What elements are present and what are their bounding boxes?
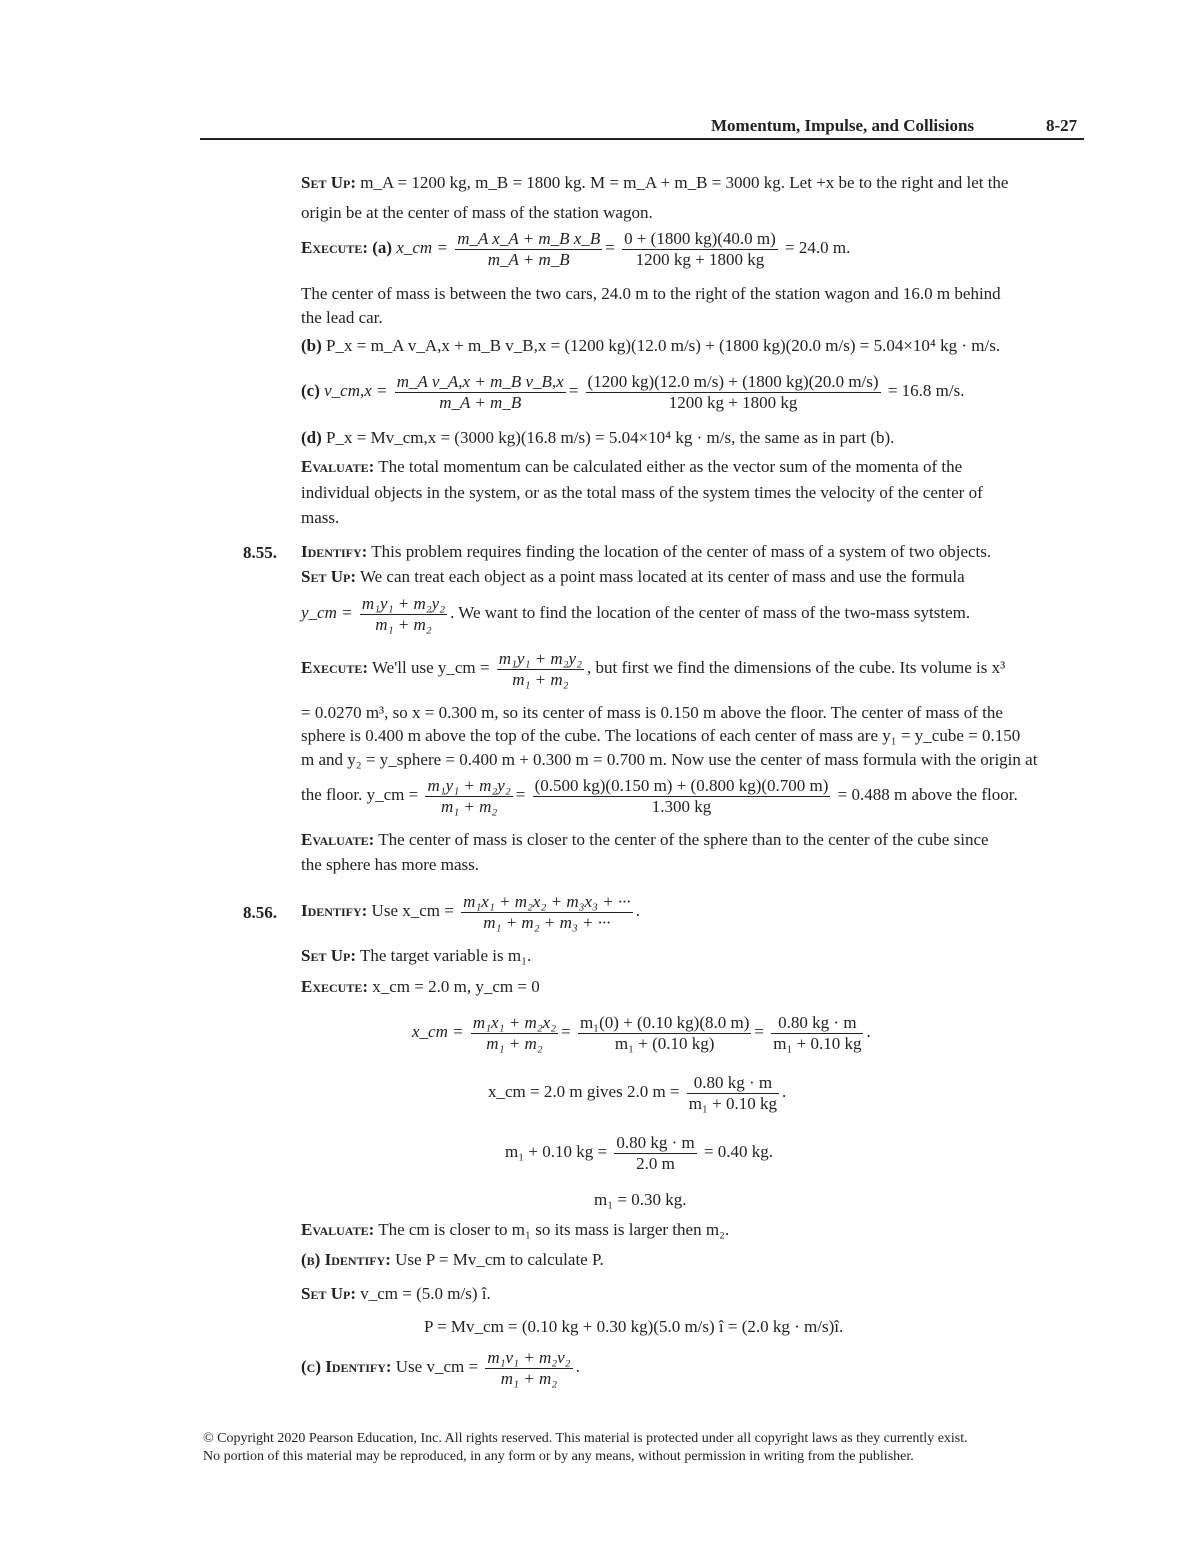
p55-execute: Execute: We'll use y_cm = $\frac{\text{m₁y₁ + m₂y₂}}{\text{m₁ + m₂}}$ , but first we find the dimensions of the cube. Its volume is x³ xyxy=(301,649,1006,689)
part-label: (c) xyxy=(301,380,320,400)
setup-text: m_A = 1200 kg, m_B = 1800 kg. M = m_A + m_B = 3000 kg. Let +x be to the right and let the xyxy=(360,173,1009,192)
p54-setup xyxy=(301,174,1008,193)
p54-setup-line2: origin be at the center of mass of the station wagon. xyxy=(301,203,653,222)
p55-final: the floor. y_cm = $\frac{\text{m₁y₁ + m₂y₂}}{\text{m₁ + m₂}}$ = $\frac{(0.500 kg)(0.150 m) + (0.800 kg)(0.700 m)}{1.300 kg}$ = 0.488 m above the floor. xyxy=(301,776,1018,816)
p56-b-setup: Set Up: v_cm = (5.0 m/s) î. xyxy=(301,1284,491,1303)
problem-number: 8.56. xyxy=(243,903,277,922)
p56-execute: Execute: x_cm = 2.0 m, y_cm = 0 xyxy=(301,977,540,996)
p55-formula: y_cm = $\frac{\text{m₁y₁ + m₂y₂}}{\text{m₁ + m₂}}$ . We want to find the location of the center of mass of the two-mass sytstem. xyxy=(301,594,971,634)
fraction: $\frac{\text{m\_A x\_A + m\_B x\_B}}{m\_A + m\_B}$ xyxy=(457,229,601,269)
evaluate-label: Evaluate: xyxy=(301,1220,375,1239)
fraction: $\frac{(0.500 kg)(0.150 m) + (0.800 kg)(0.700 m)}{1.300 kg}$ xyxy=(534,776,829,816)
p54-a-text2: the lead car. xyxy=(301,308,383,327)
evaluate-label: Evaluate: xyxy=(301,830,375,849)
problem-number: 8.55. xyxy=(243,543,277,562)
p54-c: (c) v_cm,x = $\frac{\text{m\_A v\_A,x + m\_B v\_B,x}}{m\_A + m\_B}$ = $\frac{(1200 kg)(12.0 m/s) + (1800 kg)(20.0 m/s)}{1200 kg + 1800 kg}$ = 16.8 m/s. xyxy=(301,372,965,412)
fraction: $\frac{\text{m₁v₁ + m₂v₂}}{\text{m₁ + m₂}}$ xyxy=(487,1348,571,1388)
setup-label: Set Up: xyxy=(301,567,356,586)
fraction: $\frac{(1200 kg)(12.0 m/s) + (1800 kg)(20.0 m/s)}{1200 kg + 1800 kg}$ xyxy=(587,372,879,412)
setup-label: Set Up: xyxy=(301,1284,356,1303)
copyright-line2: No portion of this material may be reproduced, in any form or by any means, without permission in writing from the publisher. xyxy=(203,1449,914,1464)
fraction: $\frac{\text{m₁y₁ + m₂y₂}}{\text{m₁ + m₂}}$ xyxy=(427,776,511,816)
equation-lhs: v_cm,x = xyxy=(324,380,388,400)
identify-label: (c) Identify: xyxy=(301,1356,392,1376)
setup-label: Set Up: xyxy=(301,946,356,965)
p55-execute-line2: = 0.0270 m³, so x = 0.300 m, so its center of mass is 0.150 m above the floor. The center of mass of the xyxy=(301,703,1003,722)
p54-execute-a: Execute: (a) x_cm = $\frac{\text{m\_A x\_A + m\_B x\_B}}{m\_A + m\_B}$ = $\frac{0 + (1800 kg)(40.0 m)}{1200 kg + 1800 kg}$ = 24.0 m. xyxy=(301,229,851,269)
p54-d xyxy=(301,429,894,448)
p56-b-eq: P = Mv_cm = (0.10 kg + 0.30 kg)(5.0 m/s) î = (2.0 kg · m/s)î. xyxy=(424,1317,844,1336)
page-number: 8-27 xyxy=(1046,116,1078,135)
running-header-title: Momentum, Impulse, and Collisions xyxy=(711,116,975,135)
part-label: (b) xyxy=(301,336,322,355)
fraction: $\frac{\text{m₁x₁ + m₂x₂}}{\text{m₁ + m₂}}$ xyxy=(472,1013,557,1053)
fraction: $\frac{\text{m₁y₁ + m₂y₂}}{\text{m₁ + m₂}}$ xyxy=(498,649,582,689)
p54-b xyxy=(301,337,1000,356)
p54-evaluate-line3: mass. xyxy=(301,508,340,527)
execute-label: Execute: xyxy=(301,237,369,257)
p56-eq2: x_cm = 2.0 m gives 2.0 m = $\frac{0.80 kg \cdot m}{\text{m₁ + 0.10 kg}}$ . xyxy=(488,1073,787,1113)
p55-execute-line4: m and y₂ = y_sphere = 0.400 m + 0.300 m = 0.700 m. Now use the center of mass formula with the origin at xyxy=(301,750,1038,769)
identify-label: (b) Identify: xyxy=(301,1250,391,1269)
p55-identify: Identify: This problem requires finding the location of the center of mass of a system of two objects. xyxy=(301,542,992,561)
equation: P_x = Mv_cm,x = (3000 kg)(16.8 m/s) = 5.04×10⁴ kg · m/s, the same as in part (b). xyxy=(326,428,895,447)
fraction: $\frac{0.80 kg \cdot m}{\text{m₁ + 0.10 kg}}$ xyxy=(688,1073,778,1113)
fraction: $\frac{0.80 kg \cdot m}{\text{m₁ + 0.10 kg}}$ xyxy=(773,1013,862,1053)
part-label: (d) xyxy=(301,428,322,447)
p56-eq3: m₁ + 0.10 kg = $\frac{0.80 kg \cdot m}{2.0 m}$ = 0.40 kg. xyxy=(505,1133,774,1173)
identify-label: Identify: xyxy=(301,900,368,920)
fraction: $\frac{0 + (1800 kg)(40.0 m)}{1200 kg + 1800 kg}$ xyxy=(624,229,776,269)
p55-setup: Set Up: We can treat each object as a point mass located at its center of mass and use the formula xyxy=(301,567,965,586)
fraction: $\frac{\text{m\_A v\_A,x + m\_B v\_B,x}}{m\_A + m\_B}$ xyxy=(396,372,564,412)
fraction: $\frac{\text{m₁(0) + (0.10 kg)(8.0 m)}}{\text{m₁ + (0.10 kg)}}$ xyxy=(579,1013,750,1053)
equation-lhs: x_cm = xyxy=(396,237,448,257)
setup-label: Set Up: xyxy=(301,173,356,192)
fraction: $\frac{\text{m₁x₁ + m₂x₂ + m₃x₃ + ···}}{\text{m₁ + m₂ + m₃ + ···}}$ xyxy=(463,892,631,932)
p56-b-identify: (b) Identify: Use P = Mv_cm to calculate P. xyxy=(301,1250,604,1269)
header-rule xyxy=(200,138,1084,140)
p55-evaluate-line2: the sphere has more mass. xyxy=(301,855,479,874)
fraction: $\frac{0.80 kg \cdot m}{2.0 m}$ xyxy=(616,1133,695,1173)
p55-execute-line3: sphere is 0.400 m above the top of the cube. The locations of each center of mass are y₁ = y_cube = 0.150 xyxy=(301,726,1021,745)
p56-eq1: x_cm = $\frac{\text{m₁x₁ + m₂x₂}}{\text{m₁ + m₂}}$ = $\frac{\text{m₁(0) + (0.10 kg)(8.0 m)}}{\text{m₁ + (0.10 kg)}}$ = $\frac{0.80 kg \cdot m}{\text{m₁ + 0.10 kg}}$ . xyxy=(412,1013,871,1053)
copyright-line1: © Copyright 2020 Pearson Education, Inc. All rights reserved. This material is protected under all copyright laws as they currently exist. xyxy=(203,1431,968,1446)
evaluate-label: Evaluate: xyxy=(301,457,375,476)
fraction: $\frac{\text{m₁y₁ + m₂y₂}}{\text{m₁ + m₂}}$ xyxy=(361,594,446,634)
part-label: (a) xyxy=(372,237,393,257)
p56-eq4: m₁ = 0.30 kg. xyxy=(594,1190,687,1209)
execute-label: Execute: xyxy=(301,657,369,677)
p56-identify: Identify: Use x_cm = $\frac{\text{m₁x₁ + m₂x₂ + m₃x₃ + ···}}{\text{m₁ + m₂ + m₃ + ···}}$ . xyxy=(301,892,640,932)
p54-evaluate: Evaluate: The total momentum can be calculated either as the vector sum of the momenta of the xyxy=(301,457,963,476)
execute-label: Execute: xyxy=(301,977,369,996)
identify-label: Identify: xyxy=(301,542,368,561)
equation: P_x = m_A v_A,x + m_B v_B,x = (1200 kg)(12.0 m/s) + (1800 kg)(20.0 m/s) = 5.04×10⁴ kg · m/s. xyxy=(326,336,1001,355)
p56-c-identify: (c) Identify: Use v_cm = $\frac{\text{m₁v₁ + m₂v₂}}{\text{m₁ + m₂}}$ . xyxy=(301,1348,580,1388)
p55-evaluate: Evaluate: The center of mass is closer to the center of the sphere than to the center of the cube since xyxy=(301,830,989,849)
equation-result: = 16.8 m/s. xyxy=(887,380,965,400)
p56-evaluate: Evaluate: The cm is closer to m₁ so its mass is larger then m₂. xyxy=(301,1220,730,1239)
p54-evaluate-line2: individual objects in the system, or as the total mass of the system times the velocity of the center of xyxy=(301,483,983,502)
equation-result: = 24.0 m. xyxy=(785,237,851,257)
p56-setup: Set Up: The target variable is m₁. xyxy=(301,946,532,965)
p54-a-text1: The center of mass is between the two cars, 24.0 m to the right of the station wagon and 16.0 m behind xyxy=(301,284,1001,303)
